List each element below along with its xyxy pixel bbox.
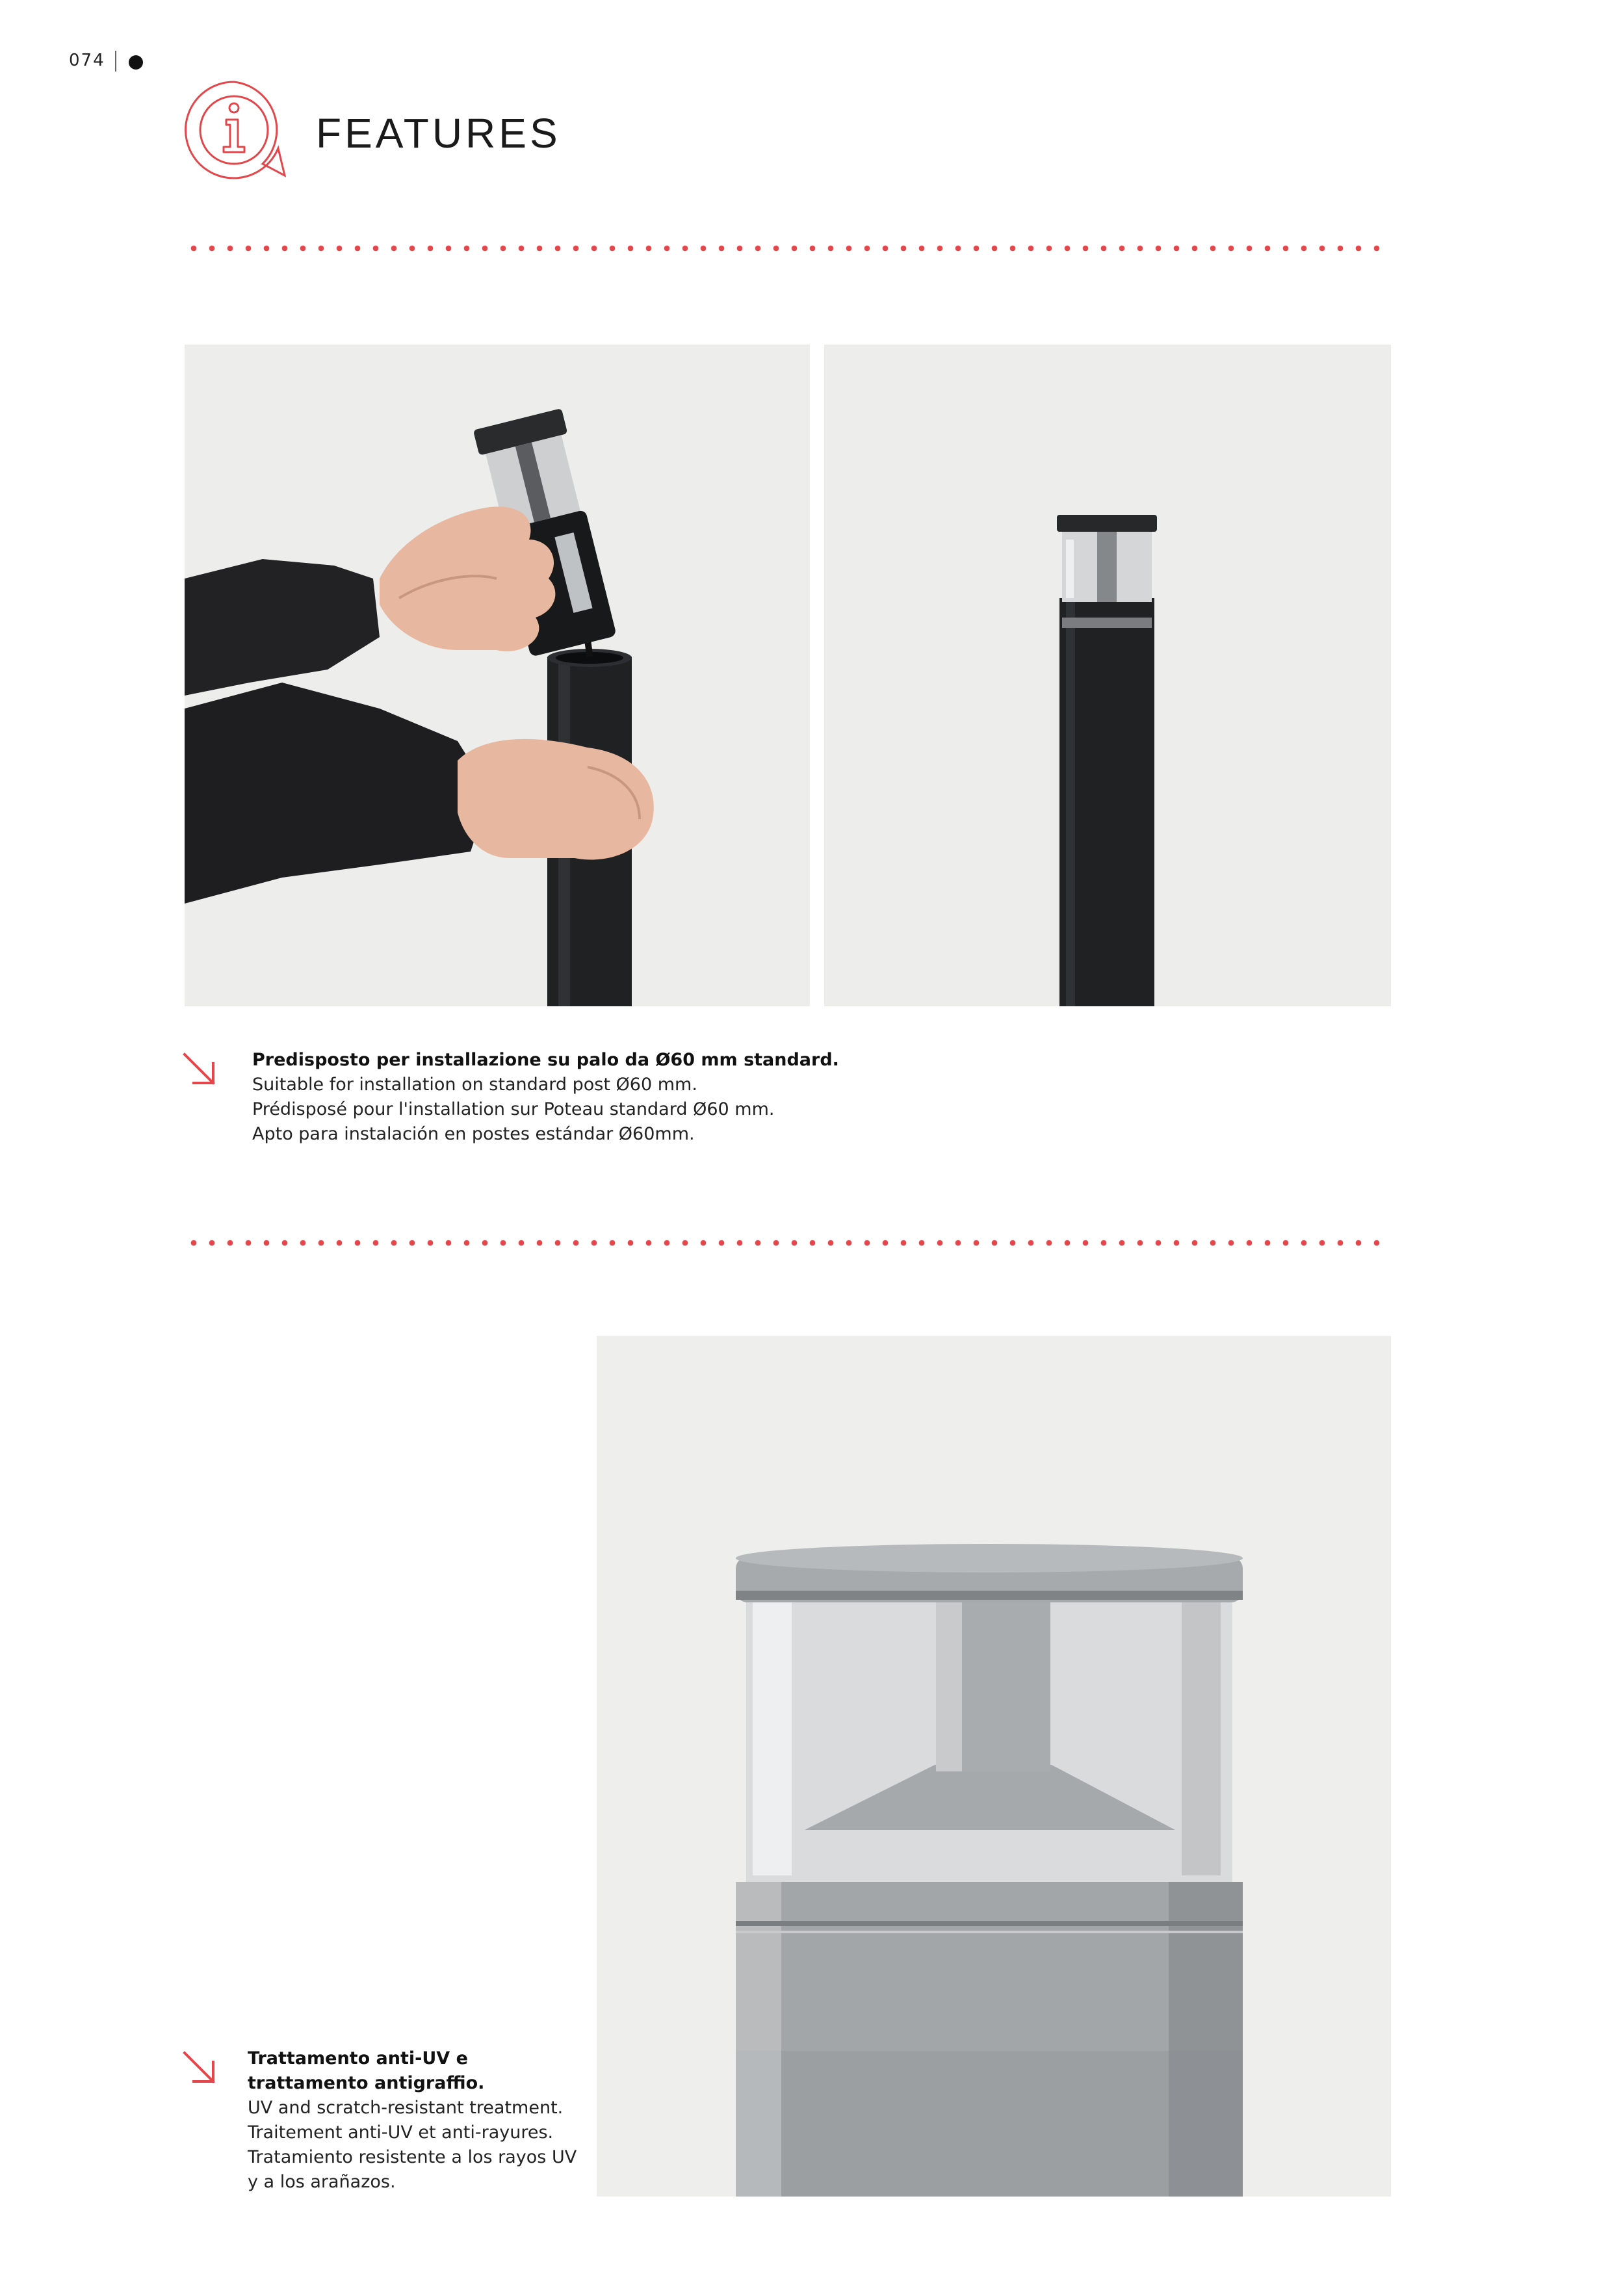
silver-lamp-closeup-photo [597, 1336, 1391, 2197]
feature-line-es: Apto para instalación en postes estándar Ø60mm. [252, 1124, 695, 1144]
feature-title-line-2: trattamento antigraffio. [248, 2073, 485, 2093]
feature-title: Predisposto per installazione su palo da Ø60 mm standard. [252, 1050, 839, 1070]
feature-title-line-1: Trattamento anti-UV e [248, 2048, 468, 2068]
feature-line-fr: Prédisposé pour l'installation sur Poteau standard Ø60 mm. [252, 1099, 775, 1119]
page-marker-dot [129, 55, 143, 70]
installation-photo [185, 345, 810, 1006]
feature-line-es-2: y a los arañazos. [248, 2172, 396, 2192]
feature-line-fr: Traitement anti-UV et anti-rayures. [248, 2122, 554, 2143]
feature-line-es-1: Tratamiento resistente a los rayos UV [248, 2147, 577, 2167]
section-divider-middle [185, 1239, 1391, 1247]
feature-line-en: Suitable for installation on standard post Ø60 mm. [252, 1075, 697, 1095]
dark-bollard-photo [824, 345, 1391, 1006]
section-divider-top [185, 244, 1391, 252]
arrow-down-right-icon [181, 1050, 220, 1089]
feature-installation-text [252, 1048, 839, 1147]
page-number: 074 [69, 51, 105, 70]
info-speech-bubble-icon [182, 78, 286, 182]
feature-line-en: UV and scratch-resistant treatment. [248, 2098, 564, 2118]
feature-uv-treatment-text [248, 2046, 577, 2195]
page-number-divider [115, 51, 116, 72]
page-title: FEATURES [316, 110, 561, 157]
arrow-down-right-icon [181, 2049, 220, 2088]
